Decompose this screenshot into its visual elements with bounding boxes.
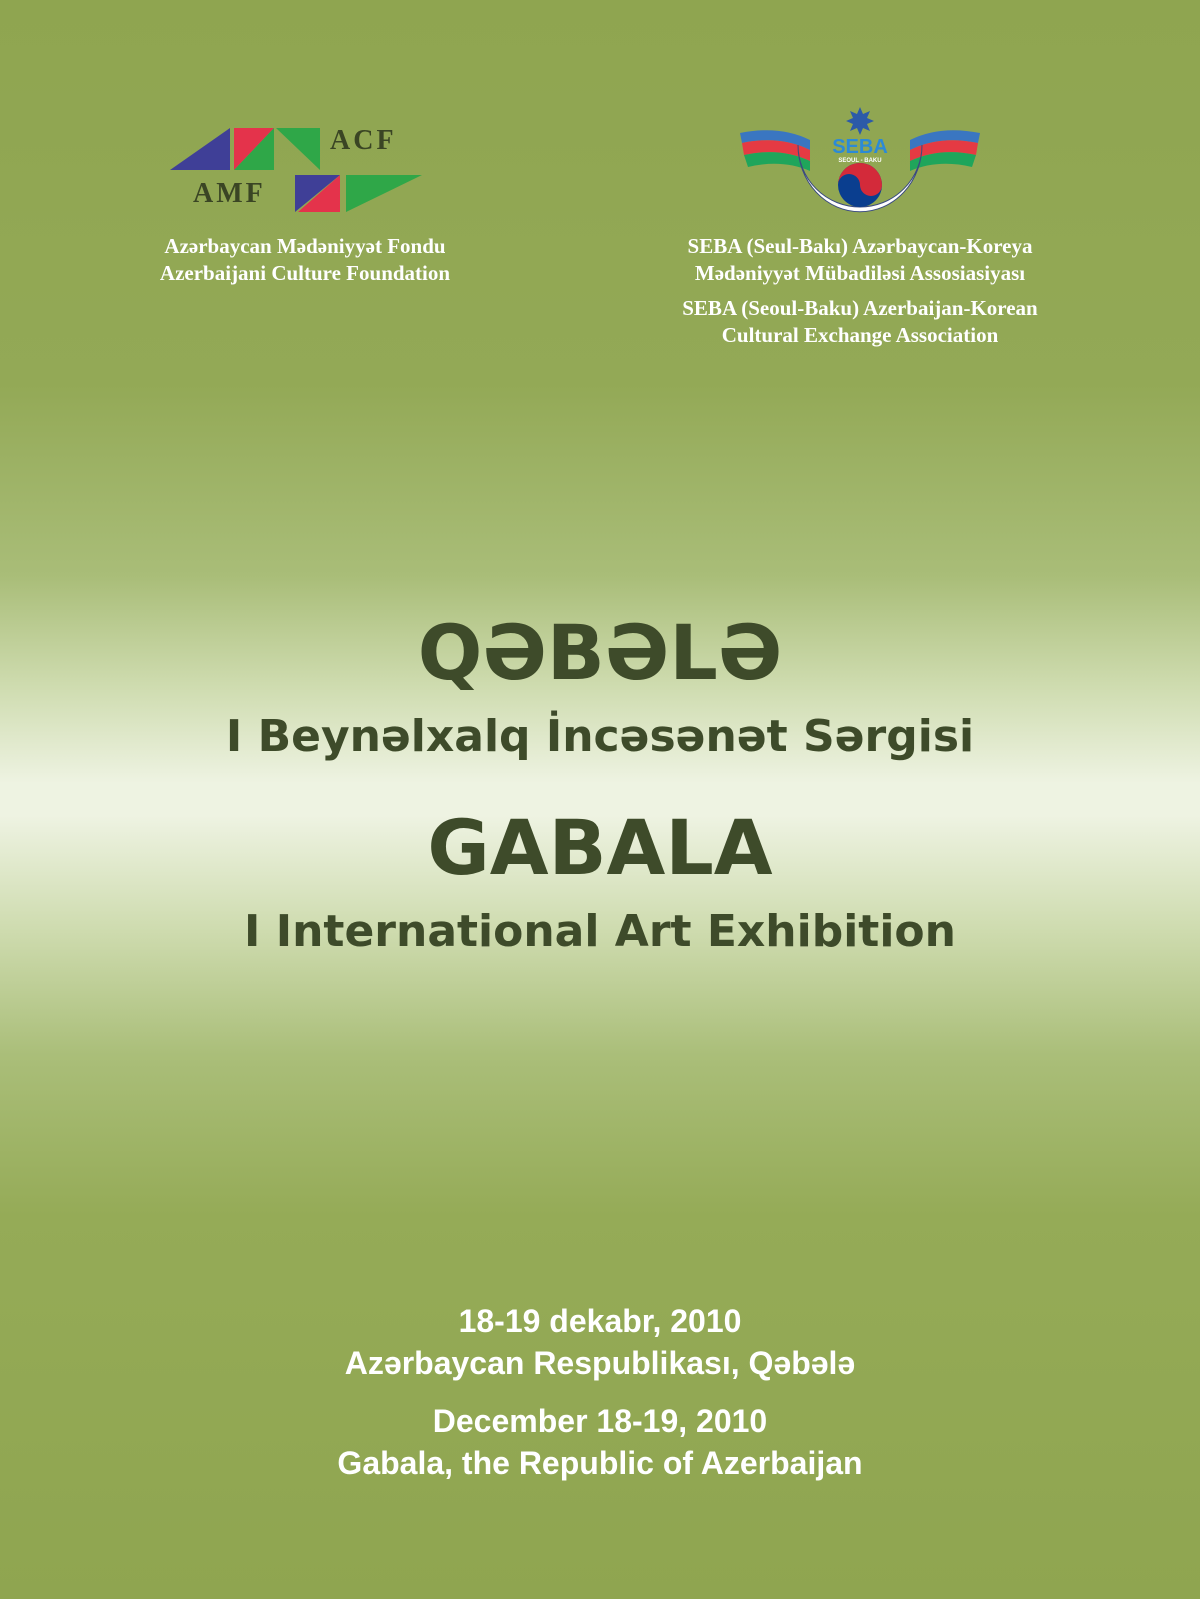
amf-label: AMF <box>193 178 266 209</box>
title-en-event: I International Art Exhibition <box>244 906 956 957</box>
date-en: December 18-19, 2010 <box>432 1403 768 1439</box>
dates-az <box>0 1300 1200 1384</box>
date-az: 18-19 dekabr, 2010 <box>458 1303 742 1339</box>
dates-en <box>0 1400 1200 1484</box>
seba-logo <box>740 105 980 235</box>
acf-label: ACF <box>330 125 397 156</box>
org-right-line-1: SEBA (Seul-Bakı) Azərbaycan-Koreya <box>687 234 1033 258</box>
seba-logo-subtext: SEOUL - BAKU <box>838 158 882 164</box>
org-right-line-2: Mədəniyyət Mübadiləsi Assosiasiyası <box>694 261 1026 285</box>
org-left-line-az: Azərbaycan Mədəniyyət Fondu <box>164 234 446 258</box>
seba-logo-text: SEBA <box>832 136 888 158</box>
org-right-line-3: SEBA (Seoul-Baku) Azerbaijan-Korean <box>682 296 1038 320</box>
seba-star-icon <box>846 107 874 135</box>
title-az-city: QƏBƏLƏ <box>417 608 783 697</box>
org-right-line-4: Cultural Exchange Association <box>721 323 999 347</box>
org-right-name <box>620 233 1100 349</box>
logo-triangle-green-3 <box>346 175 422 212</box>
logo-triangle-green-1 <box>276 128 320 170</box>
place-az: Azərbaycan Respublikası, Qəbələ <box>344 1345 856 1381</box>
title-az-event: I Beynəlxalq İncəsənət Sərgisi <box>225 711 975 762</box>
title-en-city: GABALA <box>427 803 773 892</box>
org-left-name <box>100 233 510 287</box>
org-left-line-en: Azerbaijani Culture Foundation <box>159 261 451 285</box>
place-en: Gabala, the Republic of Azerbaijan <box>337 1445 863 1481</box>
logo-triangle-blue-1 <box>170 128 230 170</box>
